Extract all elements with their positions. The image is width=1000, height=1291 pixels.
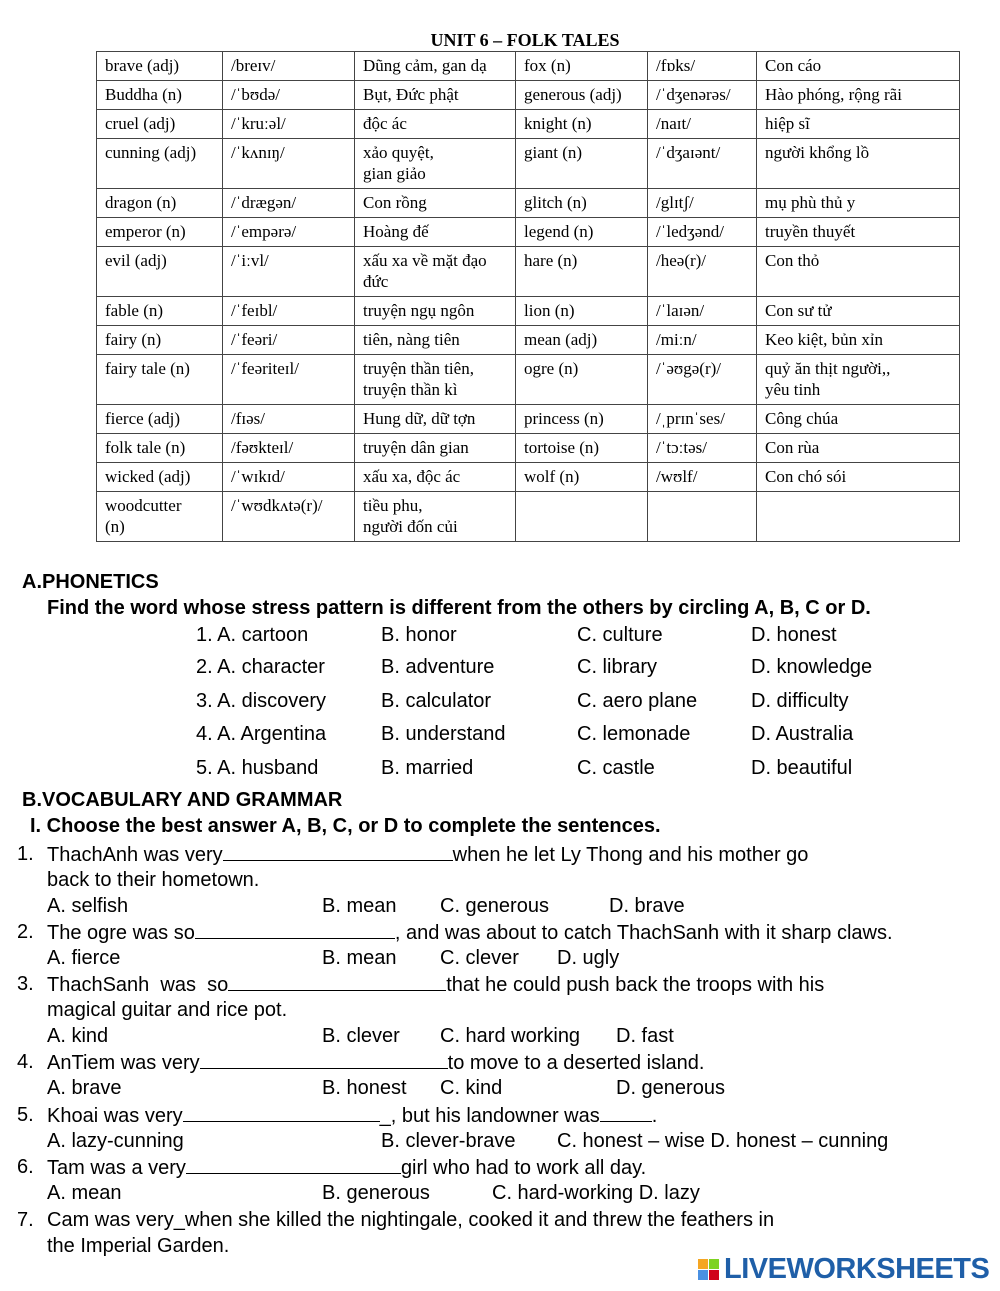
section-a-heading: A.PHONETICS bbox=[22, 571, 159, 593]
answer-blank[interactable] bbox=[223, 842, 453, 861]
phonetics-option[interactable]: B. calculator bbox=[381, 690, 492, 712]
vocab-meaning-cell: Keo kiệt, bủn xỉn bbox=[757, 326, 960, 355]
vocab-word-cell: brave (adj) bbox=[97, 52, 223, 81]
question-number: 2. bbox=[17, 921, 34, 943]
option-b: B. mean bbox=[322, 895, 397, 917]
vocab-meaning-cell: Con cáo bbox=[757, 52, 960, 81]
vocab-word-cell: cunning (adj) bbox=[97, 139, 223, 189]
phonetics-option[interactable]: B. adventure bbox=[381, 656, 495, 678]
answer-blank[interactable] bbox=[183, 1103, 380, 1122]
vocab-pronunciation-cell: /ˈtɔːtəs/ bbox=[648, 434, 757, 463]
vocab-pronunciation-cell: /ˈfeɪbl/ bbox=[223, 297, 355, 326]
option-c-d: C. hard-working D. lazy bbox=[492, 1182, 700, 1204]
vocab-word-cell: woodcutter (n) bbox=[97, 492, 223, 542]
vocab-pronunciation-cell: /ˈkʌnɪŋ/ bbox=[223, 139, 355, 189]
vocab-pronunciation-cell: /ˈlaɪən/ bbox=[648, 297, 757, 326]
vocab-pronunciation-cell: /ˈkruːəl/ bbox=[223, 110, 355, 139]
vocab-pronunciation-cell: /miːn/ bbox=[648, 326, 757, 355]
question-number: 1. bbox=[17, 843, 34, 865]
section-b-subheading: I. Choose the best answer A, B, C, or D to complete the sentences. bbox=[30, 815, 661, 837]
vocab-row bbox=[97, 110, 960, 139]
phonetics-option[interactable]: B. honor bbox=[381, 624, 457, 646]
vocab-meaning-cell: Hoàng đế bbox=[355, 218, 516, 247]
vocab-meaning-cell: Con chó sói bbox=[757, 463, 960, 492]
vocab-pronunciation-cell: /ˈəʊgə(r)/ bbox=[648, 355, 757, 405]
vocab-word-cell: wicked (adj) bbox=[97, 463, 223, 492]
question-number: 4. bbox=[17, 1051, 34, 1073]
vocab-meaning-cell: quỷ ăn thịt người,, yêu tinh bbox=[757, 355, 960, 405]
option-d: D. brave bbox=[609, 895, 685, 917]
section-b-heading: B.VOCABULARY AND GRAMMAR bbox=[22, 789, 343, 811]
vocab-word-cell: fox (n) bbox=[516, 52, 648, 81]
vocab-row bbox=[97, 326, 960, 355]
option-c: C. generous bbox=[440, 895, 549, 917]
phonetics-option[interactable]: C. castle bbox=[577, 757, 655, 779]
phonetics-option[interactable]: 5. A. husband bbox=[196, 757, 319, 779]
vocab-pronunciation-cell: /naɪt/ bbox=[648, 110, 757, 139]
vocab-pronunciation-cell: /breɪv/ bbox=[223, 52, 355, 81]
vocab-word-cell: mean (adj) bbox=[516, 326, 648, 355]
vocab-meaning-cell: Con sư tử bbox=[757, 297, 960, 326]
vocab-word-cell: fairy tale (n) bbox=[97, 355, 223, 405]
phonetics-option[interactable]: D. honest bbox=[751, 624, 837, 646]
question-1-stem: ThachAnh was very when he let Ly Thong and his mother go bbox=[47, 844, 809, 866]
vocab-word-cell: fable (n) bbox=[97, 297, 223, 326]
vocab-meaning-cell: mụ phù thủ y bbox=[757, 189, 960, 218]
vocab-meaning-cell: Hào phóng, rộng rãi bbox=[757, 81, 960, 110]
vocab-word-cell: emperor (n) bbox=[97, 218, 223, 247]
answer-blank[interactable] bbox=[200, 1050, 448, 1069]
section-a-instruction: Find the word whose stress pattern is different from the others by circling A, B, C or D. bbox=[47, 597, 871, 619]
phonetics-option[interactable]: C. library bbox=[577, 656, 658, 678]
vocab-word-cell: fairy (n) bbox=[97, 326, 223, 355]
question-2-stem: The ogre was so , and was about to catch ThachSanh with it sharp claws. bbox=[47, 922, 893, 944]
vocab-word-cell: knight (n) bbox=[516, 110, 648, 139]
option-b: B. clever-brave bbox=[381, 1130, 516, 1152]
vocab-row bbox=[97, 218, 960, 247]
vocab-meaning-cell: Con rồng bbox=[355, 189, 516, 218]
vocab-pronunciation-cell: /ˈfeəri/ bbox=[223, 326, 355, 355]
vocab-row bbox=[97, 492, 960, 542]
option-b: B. clever bbox=[322, 1025, 400, 1047]
vocab-word-cell: giant (n) bbox=[516, 139, 648, 189]
question-3-continued: magical guitar and rice pot. bbox=[47, 999, 288, 1021]
vocab-pronunciation-cell: /fɒks/ bbox=[648, 52, 757, 81]
option-a: A. fierce bbox=[47, 947, 121, 969]
phonetics-option[interactable]: B. married bbox=[381, 757, 474, 779]
vocab-row bbox=[97, 81, 960, 110]
phonetics-option[interactable]: 4. A. Argentina bbox=[196, 723, 327, 745]
vocab-meaning-cell bbox=[757, 492, 960, 542]
vocab-meaning-cell: xấu xa về mặt đạo đức bbox=[355, 247, 516, 297]
question-5-stem: Khoai was very _, but his landowner was . bbox=[47, 1105, 658, 1127]
phonetics-option[interactable]: B. understand bbox=[381, 723, 506, 745]
phonetics-option[interactable]: 2. A. character bbox=[196, 656, 325, 678]
option-a: A. brave bbox=[47, 1077, 122, 1099]
vocab-meaning-cell: truyện thần tiên, truyện thần kì bbox=[355, 355, 516, 405]
option-c: C. hard working bbox=[440, 1025, 581, 1047]
question-1-continued: back to their hometown. bbox=[47, 869, 260, 891]
vocab-meaning-cell: Hung dữ, dữ tợn bbox=[355, 405, 516, 434]
option-d: D. fast bbox=[616, 1025, 674, 1047]
phonetics-option[interactable]: D. Australia bbox=[751, 723, 854, 745]
option-b: B. mean bbox=[322, 947, 397, 969]
vocab-row bbox=[97, 463, 960, 492]
question-number: 6. bbox=[17, 1156, 34, 1178]
vocab-meaning-cell: xảo quyệt, gian giảo bbox=[355, 139, 516, 189]
vocab-pronunciation-cell: /ˈdrægən/ bbox=[223, 189, 355, 218]
vocab-word-cell: tortoise (n) bbox=[516, 434, 648, 463]
vocab-word-cell: legend (n) bbox=[516, 218, 648, 247]
vocab-row bbox=[97, 405, 960, 434]
vocab-pronunciation-cell: /ˈiːvl/ bbox=[223, 247, 355, 297]
vocab-word-cell bbox=[516, 492, 648, 542]
answer-blank[interactable] bbox=[195, 920, 395, 939]
vocab-pronunciation-cell: /wʊlf/ bbox=[648, 463, 757, 492]
option-c-d: C. honest – wise D. honest – cunning bbox=[557, 1130, 889, 1152]
option-b: B. generous bbox=[322, 1182, 430, 1204]
vocab-row bbox=[97, 355, 960, 405]
vocab-meaning-cell: Dũng cảm, gan dạ bbox=[355, 52, 516, 81]
vocab-pronunciation-cell: /ˈwʊdkʌtə(r)/ bbox=[223, 492, 355, 542]
vocab-word-cell: princess (n) bbox=[516, 405, 648, 434]
phonetics-option[interactable]: 1. A. cartoon bbox=[196, 624, 309, 646]
phonetics-option[interactable]: D. knowledge bbox=[751, 656, 873, 678]
logo-mark-icon bbox=[698, 1259, 719, 1280]
vocab-pronunciation-cell bbox=[648, 492, 757, 542]
vocab-pronunciation-cell: /ˈwɪkɪd/ bbox=[223, 463, 355, 492]
option-c: C. clever bbox=[440, 947, 519, 969]
vocab-pronunciation-cell: /ˈempərə/ bbox=[223, 218, 355, 247]
vocab-meaning-cell: Con rùa bbox=[757, 434, 960, 463]
question-6-stem: Tam was a very girl who had to work all day. bbox=[47, 1157, 647, 1179]
vocab-word-cell: glitch (n) bbox=[516, 189, 648, 218]
option-a: A. kind bbox=[47, 1025, 109, 1047]
vocab-meaning-cell: truyền thuyết bbox=[757, 218, 960, 247]
phonetics-option[interactable]: 3. A. discovery bbox=[196, 690, 327, 712]
vocab-word-cell: folk tale (n) bbox=[97, 434, 223, 463]
vocab-pronunciation-cell: /ˌprɪnˈses/ bbox=[648, 405, 757, 434]
vocab-pronunciation-cell: /ˈdʒaɪənt/ bbox=[648, 139, 757, 189]
vocab-pronunciation-cell: /ˈbʊdə/ bbox=[223, 81, 355, 110]
vocab-row bbox=[97, 139, 960, 189]
question-3-stem: ThachSanh was so that he could push back the troops with his bbox=[47, 974, 825, 996]
question-7-stem: Cam was very_when she killed the nightingale, cooked it and threw the feathers in bbox=[47, 1209, 775, 1231]
vocab-word-cell: lion (n) bbox=[516, 297, 648, 326]
vocab-meaning-cell: tiều phu, người đốn củi bbox=[355, 492, 516, 542]
vocab-meaning-cell: xấu xa, độc ác bbox=[355, 463, 516, 492]
question-number: 7. bbox=[17, 1209, 34, 1231]
vocab-word-cell: Buddha (n) bbox=[97, 81, 223, 110]
vocab-row bbox=[97, 189, 960, 218]
vocab-meaning-cell: hiệp sĩ bbox=[757, 110, 960, 139]
vocab-meaning-cell: Công chúa bbox=[757, 405, 960, 434]
vocab-word-cell: hare (n) bbox=[516, 247, 648, 297]
vocab-pronunciation-cell: /ˈledʒənd/ bbox=[648, 218, 757, 247]
vocab-pronunciation-cell: /heə(r)/ bbox=[648, 247, 757, 297]
vocab-meaning-cell: độc ác bbox=[355, 110, 516, 139]
vocab-row bbox=[97, 247, 960, 297]
phonetics-option[interactable]: C. lemonade bbox=[577, 723, 691, 745]
vocab-pronunciation-cell: /fɪəs/ bbox=[223, 405, 355, 434]
logo-text: LIVEWORKSHEETS bbox=[724, 1253, 990, 1285]
vocab-word-cell: dragon (n) bbox=[97, 189, 223, 218]
question-number: 5. bbox=[17, 1104, 34, 1126]
option-d: D. ugly bbox=[557, 947, 620, 969]
phonetics-option[interactable]: D. beautiful bbox=[751, 757, 853, 779]
vocabulary-table bbox=[96, 51, 960, 542]
vocab-word-cell: generous (adj) bbox=[516, 81, 648, 110]
question-7-continued: the Imperial Garden. bbox=[47, 1235, 230, 1257]
answer-blank[interactable] bbox=[186, 1155, 401, 1174]
vocab-word-cell: cruel (adj) bbox=[97, 110, 223, 139]
answer-blank[interactable] bbox=[228, 972, 446, 991]
phonetics-option[interactable]: C. aero plane bbox=[577, 690, 698, 712]
vocab-meaning-cell: tiên, nàng tiên bbox=[355, 326, 516, 355]
liveworksheets-logo[interactable] bbox=[698, 1253, 989, 1286]
answer-blank[interactable] bbox=[600, 1103, 652, 1122]
vocab-row bbox=[97, 434, 960, 463]
vocab-row bbox=[97, 52, 960, 81]
vocab-meaning-cell: truyện dân gian bbox=[355, 434, 516, 463]
option-c: C. kind bbox=[440, 1077, 503, 1099]
vocab-meaning-cell: người khổng lồ bbox=[757, 139, 960, 189]
option-d: D. generous bbox=[616, 1077, 725, 1099]
option-a: A. selfish bbox=[47, 895, 129, 917]
vocab-meaning-cell: Bụt, Đức phật bbox=[355, 81, 516, 110]
vocab-pronunciation-cell: /ˈdʒenərəs/ bbox=[648, 81, 757, 110]
vocab-word-cell: ogre (n) bbox=[516, 355, 648, 405]
option-a: A. lazy-cunning bbox=[47, 1130, 184, 1152]
vocab-meaning-cell: Con thỏ bbox=[757, 247, 960, 297]
vocab-pronunciation-cell: /fəʊkteɪl/ bbox=[223, 434, 355, 463]
vocab-word-cell: fierce (adj) bbox=[97, 405, 223, 434]
page-title: UNIT 6 – FOLK TALES bbox=[430, 30, 620, 50]
vocab-pronunciation-cell: /ˈfeəriteɪl/ bbox=[223, 355, 355, 405]
question-4-stem: AnTiem was very to move to a deserted island. bbox=[47, 1052, 705, 1074]
vocab-word-cell: wolf (n) bbox=[516, 463, 648, 492]
vocab-word-cell: evil (adj) bbox=[97, 247, 223, 297]
question-number: 3. bbox=[17, 973, 34, 995]
phonetics-option[interactable]: D. difficulty bbox=[751, 690, 849, 712]
phonetics-option[interactable]: C. culture bbox=[577, 624, 663, 646]
option-a: A. mean bbox=[47, 1182, 122, 1204]
vocab-meaning-cell: truyện ngụ ngôn bbox=[355, 297, 516, 326]
vocab-pronunciation-cell: /glɪtʃ/ bbox=[648, 189, 757, 218]
vocab-row bbox=[97, 297, 960, 326]
option-b: B. honest bbox=[322, 1077, 407, 1099]
